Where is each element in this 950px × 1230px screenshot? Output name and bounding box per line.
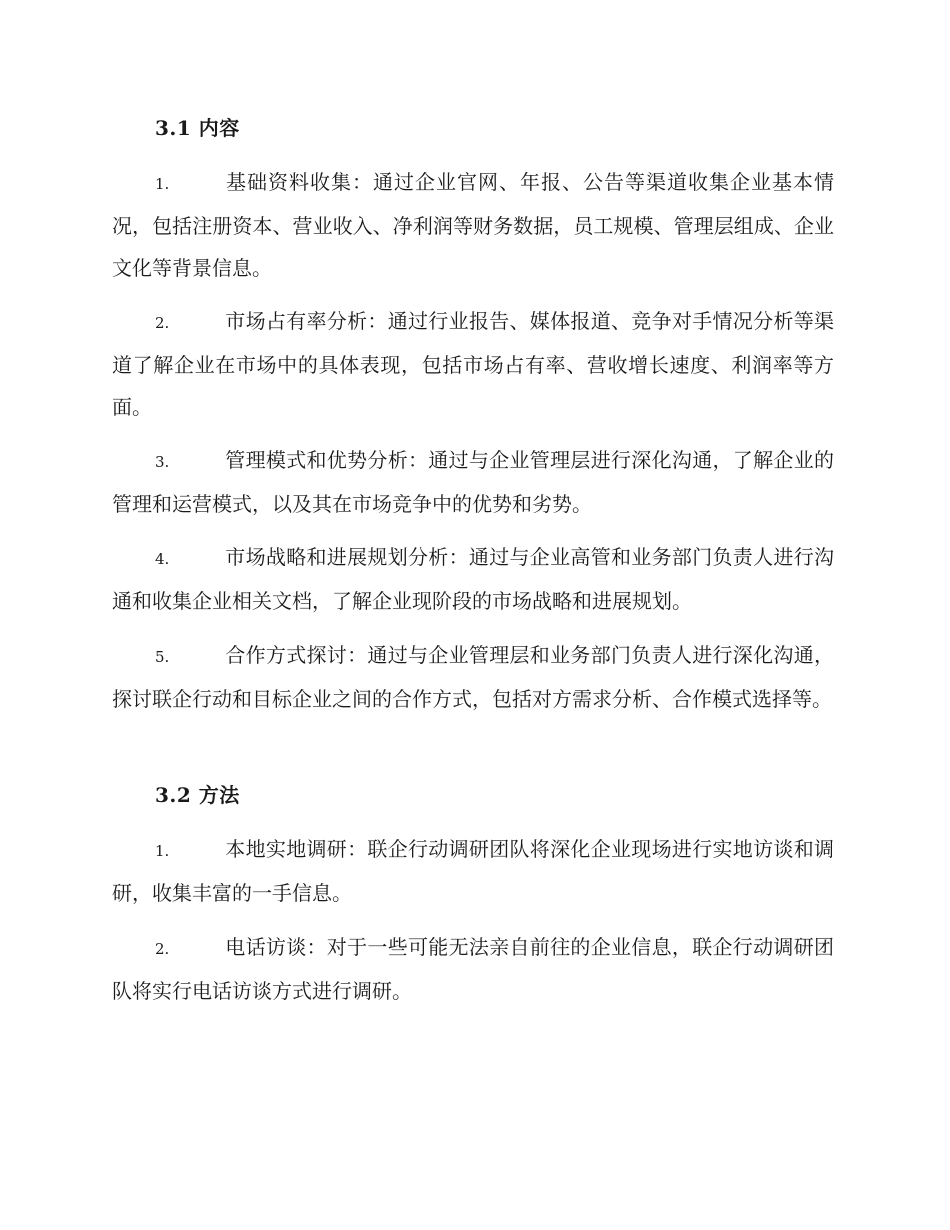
- list-item: [112, 926, 834, 1012]
- section-heading-method: 3.2 方法: [155, 783, 240, 807]
- list-item: [112, 300, 834, 428]
- list-item-text: 合作方式探讨：通过与企业管理层和业务部门负责人进行深化沟通，探讨联企行动和目标企业之间的合作方式，包括对方需求分析、合作模式选择等。: [112, 643, 834, 711]
- list-number: 5.: [155, 648, 170, 666]
- list-item: [112, 634, 834, 720]
- list-item-text: 本地实地调研：联企行动调研团队将深化企业现场进行实地访谈和调研，收集丰富的一手信息。: [112, 837, 834, 905]
- list-item-text: 电话访谈：对于一些可能无法亲自前往的企业信息，联企行动调研团队将实行电话访谈方式进行调研。: [112, 935, 834, 1003]
- list-number: 4.: [155, 550, 170, 568]
- list-number: 2.: [155, 940, 170, 958]
- list-number: 3.: [155, 453, 170, 471]
- list-number: 1.: [155, 175, 170, 193]
- list-item-text: 市场占有率分析：通过行业报告、媒体报道、竞争对手情况分析等渠道了解企业在市场中的具体表现，包括市场占有率、营收增长速度、利润率等方面。: [112, 309, 834, 419]
- list-item-text: 市场战略和进展规划分析：通过与企业高管和业务部门负责人进行沟通和收集企业相关文档，了解企业现阶段的市场战略和进展规划。: [112, 545, 834, 613]
- list-item: [112, 439, 834, 525]
- list-item: [112, 536, 834, 622]
- list-item: [112, 828, 834, 914]
- list-item-text: 管理模式和优势分析：通过与企业管理层进行深化沟通，了解企业的管理和运营模式，以及其在市场竞争中的优势和劣势。: [112, 448, 834, 516]
- list-item-text: 基础资料收集：通过企业官网、年报、公告等渠道收集企业基本情况，包括注册资本、营业收入、净利润等财务数据，员工规模、管理层组成、企业文化等背景信息。: [112, 170, 834, 280]
- list-number: 2.: [155, 314, 170, 332]
- list-number: 1.: [155, 842, 170, 860]
- list-item: [112, 161, 834, 289]
- section-heading-content: 3.1 内容: [155, 116, 240, 140]
